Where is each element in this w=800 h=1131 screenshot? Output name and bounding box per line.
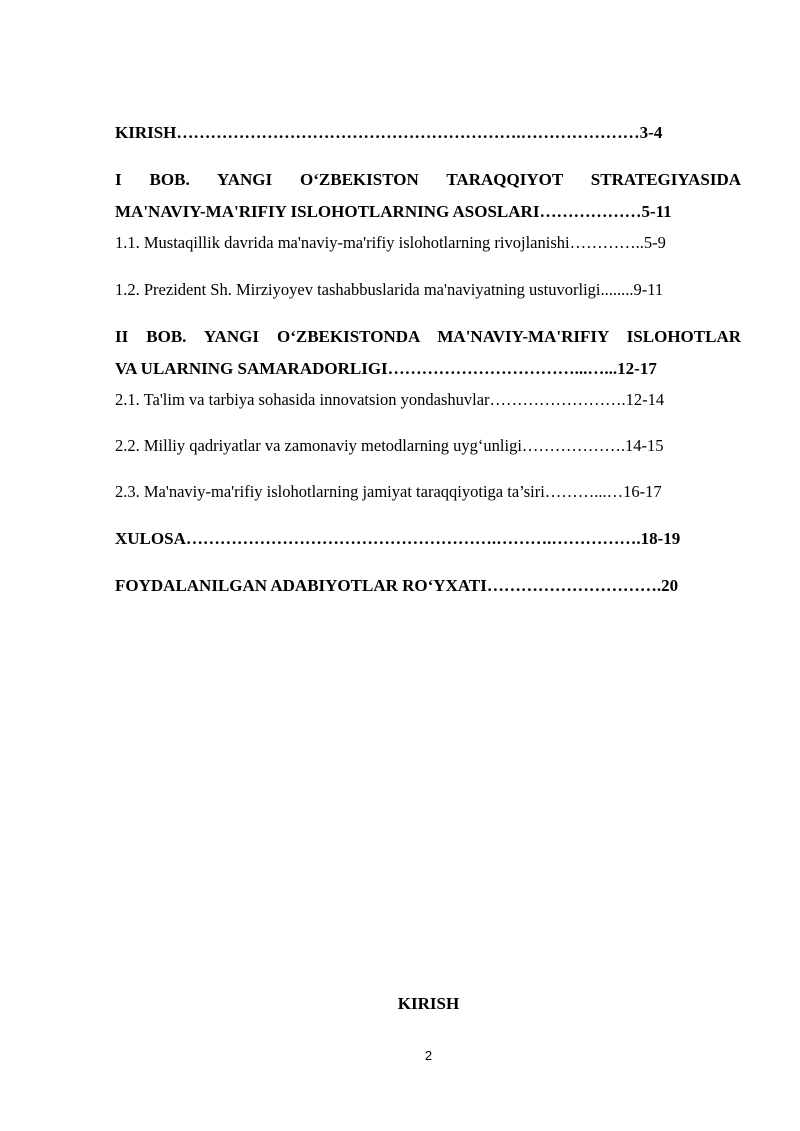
toc-entry-xulosa: XULOSA……………………………………………….……….…………….18-19	[115, 530, 681, 547]
toc-entry-chapter2-line2: VA ULARNING SAMARADORLIGI……………………………...…...12-17	[115, 360, 657, 377]
section-heading	[0, 995, 800, 1012]
toc-entry-foydalanilgan: FOYDALANILGAN ADABIYOTLAR RO‘YXATI………………………….20	[115, 577, 679, 594]
toc-entry-section-2-2: 2.2. Milliy qadriyatlar va zamonaviy metodlarning uyg‘unligi……………….14-15	[115, 438, 664, 455]
section-heading-text: KIRISH	[397, 994, 460, 1013]
page-number-text: 2	[424, 1048, 433, 1063]
toc-entry-chapter2-line1: II BOB. YANGI O‘ZBEKISTONDA MA'NAVIY-MA'RIFIY ISLOHOTLAR	[115, 328, 741, 345]
toc-entry-section-1-2: 1.2. Prezident Sh. Mirziyoyev tashabbuslarida ma'naviyatning ustuvorligi........9-11	[115, 282, 664, 299]
toc-entry-section-2-3: 2.3. Ma'naviy-ma'rifiy islohotlarning jamiyat taraqqiyotiga ta’siri………...…16-17	[115, 484, 662, 501]
toc-entry-kirish: KIRISH…………………………………………………….…………………3-4	[115, 124, 663, 141]
page-number	[0, 1049, 800, 1062]
toc-entry-section-2-1: 2.1. Ta'lim va tarbiya sohasida innovatsion yondashuvlar…………………….12-14	[115, 392, 665, 409]
toc-entry-section-1-1: 1.1. Mustaqillik davrida ma'naviy-ma'rifiy islohotlarning rivojlanishi…………..5-9	[115, 235, 666, 252]
toc-entry-chapter1-line1: I BOB. YANGI O‘ZBEKISTON TARAQQIYOT STRATEGIYASIDA	[115, 171, 741, 188]
toc-entry-chapter1-line2: MA'NAVIY-MA'RIFIY ISLOHOTLARNING ASOSLARI………………5-11	[115, 203, 672, 220]
